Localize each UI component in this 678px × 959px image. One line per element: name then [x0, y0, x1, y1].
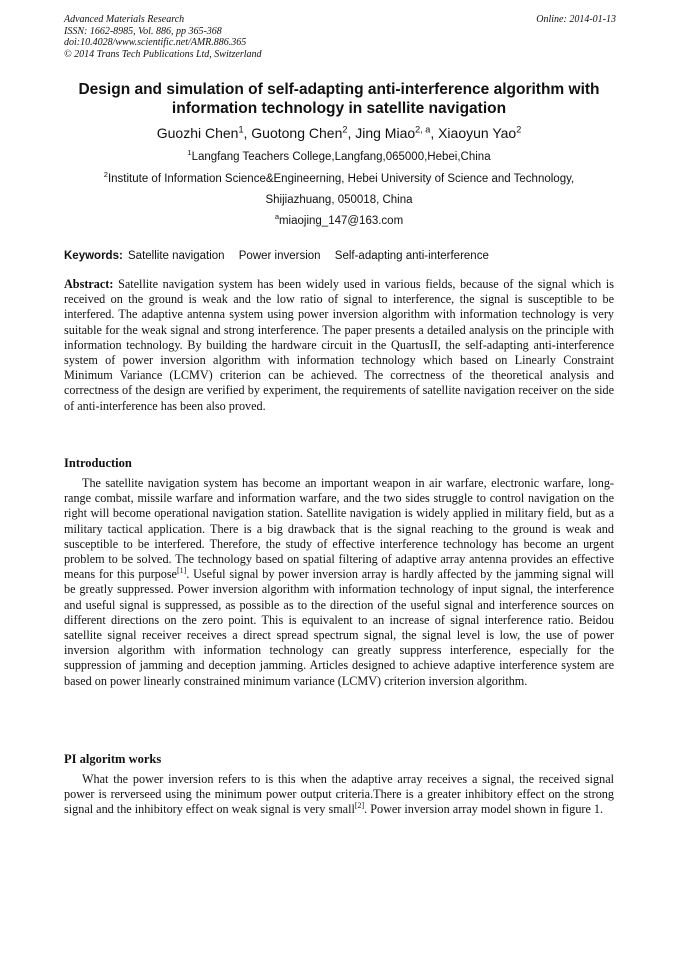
author-name: Guotong Chen	[251, 125, 343, 141]
author-name: Jing Miao	[355, 125, 416, 141]
copyright-line: © 2014 Trans Tech Publications Ltd, Switzerland	[64, 48, 262, 60]
pi-section-heading: PI algoritm works	[64, 752, 162, 766]
journal-name: Advanced Materials Research	[64, 14, 185, 25]
pi-section-body: What the power inversion refers to is this when the adaptive array receives a signal, the received signal power is rerverseed using the minimum power output criteria.There is a greater inhibitory effect on the strong signal and the inhibitory effect on weak signal is very small[2]. Power inversion array model shown in figure 1.	[64, 772, 614, 817]
affiliation-2: $^2$Institute of Information Science&Engineerning, Hebei University of Science and Technology,	[103, 170, 575, 185]
author-sup: 2, a	[415, 124, 431, 135]
corresponding-email: $^a$miaojing_147@163.com	[274, 212, 404, 227]
keyword: Satellite navigation	[128, 250, 225, 262]
author-sup: 2	[342, 124, 348, 135]
introduction-body: The satellite navigation system has become an important weapon in air warfare, electronic warfare, long-range combat, missile warfare and information warfare, and the two sides struggle to control navigation on the right will become operational navigation station. Satellite navigation is widely applied in military field, but as a military tactical application. There is a big drawback that is the signal reaching to the ground is weak and susceptible to be interfered. Therefore, the study of effective interference technology has become an urgent problem to be solved. The technology based on spatial filtering of adaptive array antenna provides an effective means for this purpose[1]. Useful signal by power inversion array is hardly affected by the jamming signal will be greatly suppressed. Power inversion algorithm with information technology of input signal, the interference and useful signal is suppressed, as possible as to the direction of the useful signal and interference sources on different directions on the zero point. This is equivalent to an increase of signal interference ratio. Beidou satellite signal receiver receives a direct spread spectrum signal, the signal level is low, the use of power inversion algorithm with information technology can greatly suppress interference, especially for the suppression of jamming and deception jamming. Articles designed to achieve adaptive interference system are based on power linearly constrained minimum variance (LCMV) criterion inversion algorithm.	[64, 476, 614, 688]
introduction-heading: Introduction	[64, 456, 132, 470]
doi-line: doi:10.4028/www.scientific.net/AMR.886.365	[64, 37, 247, 48]
citation: [1]	[176, 566, 187, 576]
keyword: Power inversion	[238, 250, 321, 262]
author-sup: 2	[516, 124, 522, 135]
abstract-text: Satellite navigation system has been widely used in various fields, because of the signal which is received on the ground is weak and the low ratio of signal to interference, the signal is susceptible to be interfered. The adaptive antenna system using power inversion algorithm with information technology is very suitable for the weak signal and strong interference. The paper presents a detailed analysis on the principle with information technology. By building the hardware circuit in the QuartusII, the self-adapting anti-interference system of power inversion algorithm with information technology which based on Linearly Constraint Minimum Variance (LCMV) criterion can be achieved. The correctness of the theoretical analysis and correctness of the design are verified by experiment, the requirements of satellite navigation receiver on the side of anti-interference has been also proved.	[64, 277, 614, 413]
paper-title: Design and simulation of self-adapting anti-interference algorithm with information technology in satellite navigation	[78, 81, 600, 117]
author-name: Guozhi Chen	[156, 125, 239, 141]
affiliation-2-city: Shijiazhuang, 050018, China	[265, 194, 413, 206]
author-sup: 1	[238, 124, 244, 135]
citation: [2]	[354, 801, 365, 811]
issn-line: ISSN: 1662-8985, Vol. 886, pp 365-368	[64, 25, 222, 37]
keywords-label: Keywords:	[64, 250, 123, 262]
running-header	[64, 14, 616, 60]
author-list: Guozhi Chen$^1$, Guotong Chen$^2$, Jing Miao$^{2, a}$, Xiaoyun Yao$^2$	[156, 124, 522, 141]
online-date: Online: 2014-01-13	[536, 14, 616, 25]
keyword: Self-adapting anti-interference	[334, 250, 489, 262]
author-name: Xiaoyun Yao	[438, 125, 517, 141]
affiliation-1: $^1$Langfang Teachers College,Langfang,065000,Hebei,China	[187, 148, 491, 163]
keywords	[64, 249, 624, 263]
abstract	[64, 277, 614, 414]
abstract-label: Abstract:	[64, 277, 114, 291]
